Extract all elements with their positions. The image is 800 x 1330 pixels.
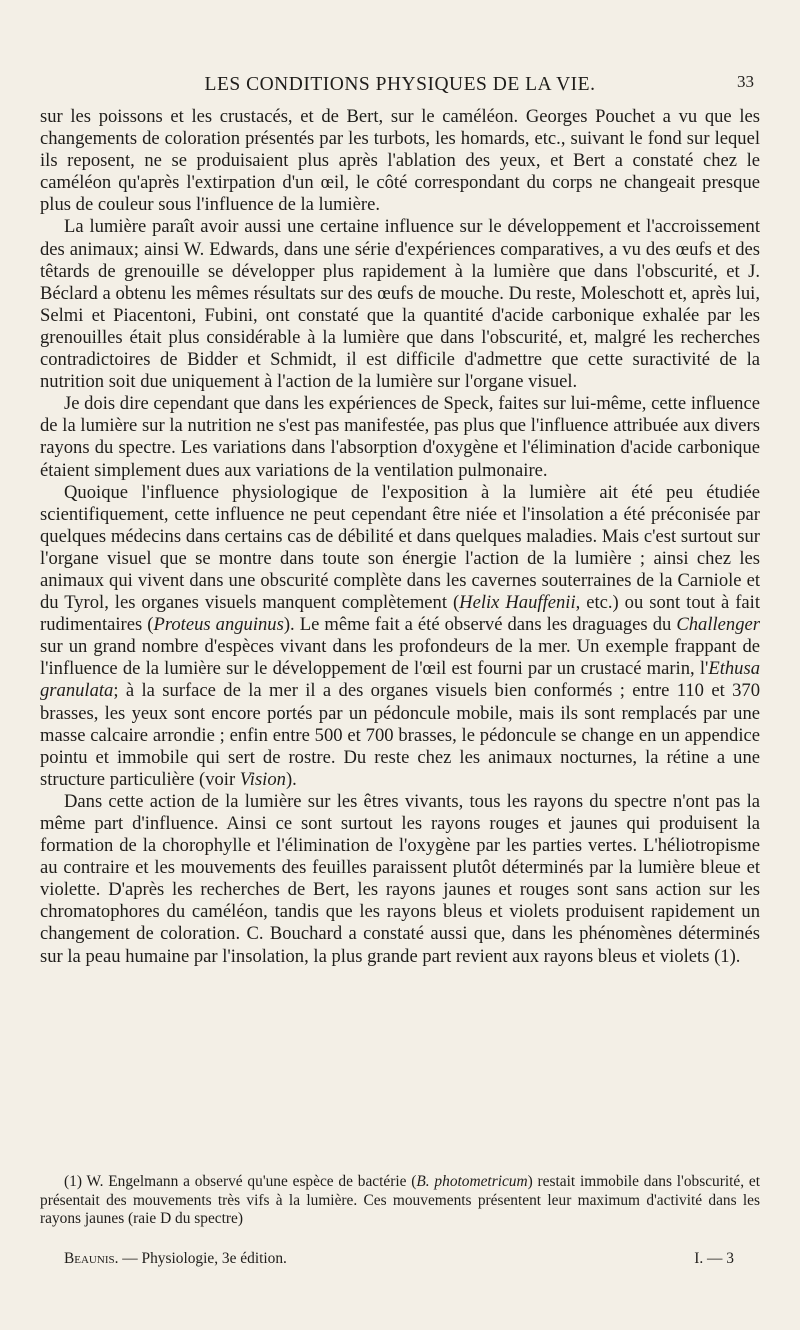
paragraph-4	[40, 482, 760, 791]
text-run: ; à la surface de la mer il a des organes visuels bien conformés ; entre 110 et 370 brasses, les yeux sont encore portés par un pédoncule mobile, mais ils sont remplacés par une masse calcaire arrondie ; enfin entre 500 et 700 brasses, le pédoncule se change en un appendice pointu et immobile qui sert de rostre. Du reste chez les animaux nocturnes, la rétine a une structure particulière (voir	[40, 680, 760, 790]
text-run: , etc.) ou sont tout à fait rudimentaires (	[40, 592, 760, 636]
imprint	[64, 1250, 287, 1268]
page-header	[40, 74, 760, 104]
species-name: Proteus anguinus	[153, 614, 284, 636]
signature-mark: I. — 3	[694, 1250, 734, 1267]
species-name: Ethusa granulata	[40, 658, 760, 702]
text-run: Quoique l'influence physiologique de l'exposition à la lumière ait été peu étudiée scientifiquement, cette influence ne peut cependant être niée et l'insolation a été préconisée par quelques médecins dans certains cas de débilité et dans quelques maladies. Mais c'est surtout sur l'organe visuel que se montre dans toute son énergie l'action de la lumière ; ainsi chez les animaux qui vivent dans une obscurité complète dans les cavernes souterraines de la Carniole et du Tyrol, les organes visuels manquent complètement (	[40, 481, 760, 614]
text-run: ). Le même fait a été observé dans les draguages du	[283, 614, 677, 636]
species-name: Helix Hauffenii	[459, 592, 576, 614]
footnote	[40, 1173, 760, 1229]
ship-name: Challenger	[676, 614, 761, 636]
footnote-1	[40, 1173, 760, 1229]
cross-reference: Vision	[239, 768, 286, 790]
imprint-title: — Physiologie, 3e édition.	[118, 1250, 287, 1267]
imprint-author: Beaunis.	[64, 1250, 119, 1267]
paragraph-3: Je dois dire cependant que dans les expériences de Speck, faites sur lui-même, cette influence de la lumière sur la nutrition ne s'est pas manifestée, pas plus que l'influence attribuée aux divers rayons du spectre. Les variations dans l'absorption d'oxygène et l'élimination d'acide carbonique étaient simplement dues aux variations de la ventilation pulmonaire.	[40, 393, 760, 481]
paragraph-5: Dans cette action de la lumière sur les êtres vivants, tous les rayons du spectre n'ont pas la même part d'influence. Ainsi ce sont surtout les rayons rouges et jaunes qui produisent la formation de la chorophylle et l'élimination de l'oxygène par les parties vertes. L'héliotropisme au contraire et les mouvements des feuilles paraissent plutôt déterminés par la lumière bleue et violette. D'après les recherches de Bert, les rayons jaunes et rouges sont sans action sur les chromatophores du caméléon, tandis que les rayons bleus et violets produisent rapidement un changement de coloration. C. Bouchard a constaté aussi que, dans les phénomènes déterminés sur la peau humaine par l'insolation, la plus grande part revient aux rayons bleus et violets (1).	[40, 790, 760, 967]
paragraph-1: sur les poissons et les crustacés, et de Bert, sur le caméléon. Georges Pouchet a vu que les changements de coloration présentés par les turbots, les homards, etc., suivant le fond sur lequel ils reposent, ne se produisaient plus après l'ablation des yeux, et Bert a constaté chez le caméléon qu'après l'extirpation d'un œil, le côté correspondant du corps ne changeait presque plus de couleur sous l'influence de la lumière.	[40, 106, 760, 216]
text-run: (1) W. Engelmann a observé qu'une espèce de bactérie (	[64, 1173, 417, 1190]
main-text	[40, 106, 760, 968]
page-number: 33	[737, 72, 754, 91]
text-run: ) restait immobile dans l'obscurité, et présentait des mouvements très vifs à la lumière. Ces mouvements présentent leur maximum d'activité dans les rayons jaunes (raie D du spectre)	[40, 1173, 760, 1227]
text-run: sur un grand nombre d'espèces vivant dans les profondeurs de la mer. Un exemple frappant de l'influence de la lumière sur le développement de l'œil est fourni par un crustacé marin, l'	[40, 636, 760, 680]
paragraph-2: La lumière paraît avoir aussi une certaine influence sur le développement et l'accroissement des animaux; ainsi W. Edwards, dans une série d'expériences comparatives, a vu des œufs et des têtards de grenouille se développer plus rapidement à la lumière que dans l'obscurité, et J. Béclard a obtenu les mêmes résultats sur des œufs de mouche. Du reste, Moleschott et, après lui, Selmi et Piacentoni, Fubini, ont constaté que la quantité d'acide carbonique exhalée par les grenouilles était plus considérable à la lumière que dans l'obscurité, et, malgré les recherches contradictoires de Bidder et Schmidt, il est difficile d'admettre que cette suractivité de la nutrition soit due uniquement à l'action de la lumière sur l'organe visuel.	[40, 216, 760, 393]
running-title: LES CONDITIONS PHYSIQUES DE LA VIE.	[204, 74, 596, 95]
text-run: ).	[285, 768, 297, 790]
species-name: B. photometricum	[416, 1173, 528, 1190]
page-footer	[64, 1250, 734, 1272]
